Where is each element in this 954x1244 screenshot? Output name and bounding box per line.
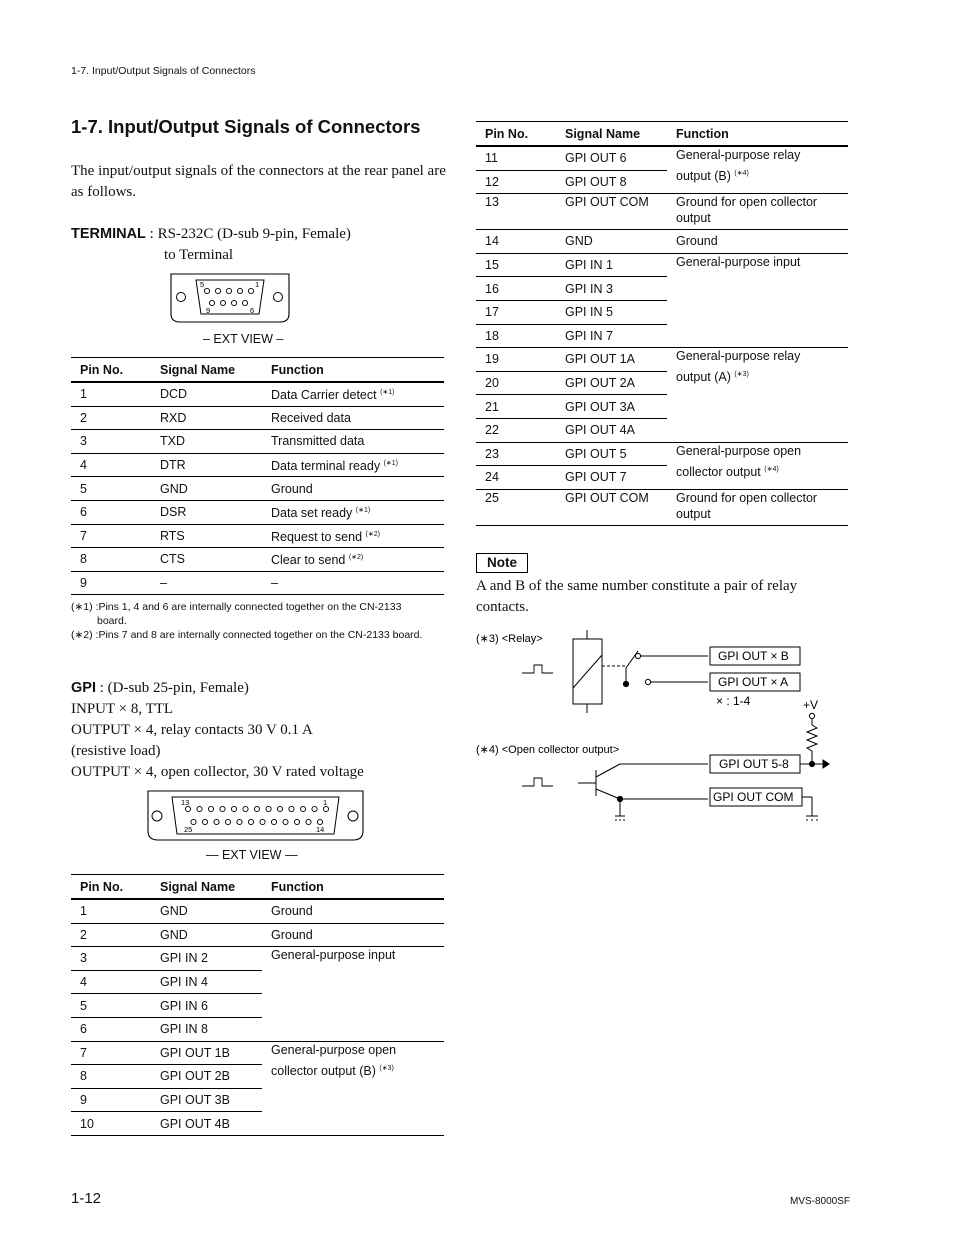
header-function: Function (667, 122, 848, 147)
function-cell (262, 500, 444, 524)
signal-cell: GPI OUT 1A (556, 348, 667, 372)
function-line: collector output (676, 464, 761, 479)
table-row (476, 442, 848, 466)
table-row (71, 571, 444, 595)
pin-cell: 3 (71, 430, 151, 454)
footnote-1-line-1: (∗1) :Pins 1, 4 and 6 are internally connected together on the CN-2133 (71, 601, 402, 613)
pin-hole (248, 819, 253, 824)
signal-cell: GPI OUT 3A (556, 395, 667, 419)
terminal-pin-table (71, 357, 444, 595)
pin-hole (323, 806, 328, 811)
dsub9-connector-drawing (168, 270, 292, 326)
pin-cell: 1 (71, 382, 151, 406)
circuit-diagrams (470, 628, 850, 828)
gpi-name: GPI (71, 680, 96, 696)
signal-cell: GPI OUT COM (556, 489, 667, 525)
pin-hole (277, 806, 282, 811)
pin-hole (243, 806, 248, 811)
relay-coil-symbol (573, 630, 602, 713)
table-row (71, 382, 444, 406)
pin-hole (260, 819, 265, 824)
note-label: Note (476, 553, 528, 573)
pin-cell: 11 (476, 146, 556, 170)
function-cell (262, 477, 444, 501)
pin-cell: 12 (476, 170, 556, 194)
function-cell (667, 146, 848, 194)
table-row (476, 253, 848, 277)
header-pin-no: Pin No. (476, 122, 556, 147)
signal-cell: GPI IN 3 (556, 277, 667, 301)
pin-hole (208, 806, 213, 811)
footnote-ref: (∗4) (764, 465, 779, 473)
function-text: Data terminal ready (271, 459, 381, 474)
terminal-spec-text: : RS-232C (D-sub 9-pin, Female) (145, 226, 351, 242)
pulse-symbol (522, 778, 553, 786)
function-line: output (B) (676, 169, 731, 183)
pin-cell: 9 (71, 1088, 151, 1112)
pin-cell: 13 (476, 194, 556, 230)
dsub25-view-label: — EXT VIEW — (206, 848, 298, 862)
function-text: – (271, 576, 278, 591)
header-signal-name: Signal Name (556, 122, 667, 147)
function-cell: Ground (262, 923, 444, 947)
pin-cell: 5 (71, 994, 151, 1018)
pin-cell: 7 (71, 1041, 151, 1065)
function-line: collector output (B) (271, 1063, 376, 1078)
pin-cell: 19 (476, 348, 556, 372)
function-cell (262, 524, 444, 548)
function-line: General-purpose relay (676, 148, 801, 162)
function-line: output (A) (676, 370, 731, 385)
function-line: Ground for open collector (676, 195, 818, 210)
pin-hole (317, 819, 322, 824)
function-cell (262, 571, 444, 595)
signal-cell: GPI OUT 6 (556, 146, 667, 170)
function-cell (262, 453, 444, 477)
pin-hole (197, 806, 202, 811)
pin-hole (231, 806, 236, 811)
gpi-spec-line-4: OUTPUT × 4, open collector, 30 V rated voltage (71, 764, 364, 780)
pin-cell: 1 (71, 899, 151, 923)
signal-cell: RTS (151, 524, 262, 548)
gpi-spec-line-1: INPUT × 8, TTL (71, 701, 174, 717)
pin-hole (306, 819, 311, 824)
transistor-symbol (578, 764, 708, 821)
pin-cell: 25 (476, 489, 556, 525)
pin-cell: 2 (71, 406, 151, 430)
signal-cell: DCD (151, 382, 262, 406)
signal-cell: GPI IN 8 (151, 1017, 262, 1041)
header-function: Function (262, 358, 444, 383)
pin-hole (214, 819, 219, 824)
dsub25-connector-drawing (145, 788, 367, 844)
pin-cell: 5 (71, 477, 151, 501)
function-cell (667, 442, 848, 489)
pin-cell: 8 (71, 548, 151, 572)
function-cell (667, 348, 848, 442)
table-row (476, 194, 848, 230)
table-row (71, 548, 444, 572)
signal-cell: GPI IN 4 (151, 970, 262, 994)
function-cell (667, 489, 848, 525)
pin-hole (237, 819, 242, 824)
header-signal-name: Signal Name (151, 875, 262, 900)
function-text: Data set ready (271, 506, 353, 521)
relay-contact-symbol (602, 651, 708, 687)
function-cell (262, 1041, 444, 1135)
gpi-out-5-8-label: GPI OUT 5-8 (719, 757, 789, 771)
pin-cell: 23 (476, 442, 556, 466)
signal-cell: GPI IN 7 (556, 324, 667, 348)
relay-diagram-label: (∗3) <Relay> (476, 633, 543, 645)
function-text: Ground (271, 481, 313, 496)
function-text: Received data (271, 410, 351, 425)
pin-hole (271, 819, 276, 824)
table-row (71, 899, 444, 923)
dsub9-pin-1: 1 (255, 280, 260, 289)
table-row (71, 430, 444, 454)
pin-cell: 16 (476, 277, 556, 301)
dsub25-pin-13: 13 (181, 798, 190, 807)
pin-cell: 15 (476, 253, 556, 277)
signal-cell: GPI IN 1 (556, 253, 667, 277)
pin-cell: 7 (71, 524, 151, 548)
function-text: Clear to send (271, 553, 346, 568)
table-row (71, 477, 444, 501)
pin-cell: 10 (71, 1112, 151, 1136)
header-function: Function (262, 875, 444, 900)
dsub9-pin-5: 5 (200, 280, 205, 289)
gpi-out-a-label: GPI OUT × A (718, 675, 789, 689)
signal-cell: GPI OUT 4B (151, 1112, 262, 1136)
table-row (476, 230, 848, 254)
pin-cell: 6 (71, 1017, 151, 1041)
signal-cell: GPI OUT 2B (151, 1065, 262, 1089)
pin-hole (283, 819, 288, 824)
pin-hole (202, 819, 207, 824)
dsub25-pin-14: 14 (316, 825, 325, 834)
signal-cell: CTS (151, 548, 262, 572)
signal-cell: GPI OUT 4A (556, 418, 667, 442)
pin-cell: 8 (71, 1065, 151, 1089)
table-row (71, 923, 444, 947)
signal-cell: GPI IN 2 (151, 947, 262, 971)
resistor-symbol (807, 713, 817, 764)
gpi-pin-table-left (71, 874, 444, 1136)
pin-cell: 14 (476, 230, 556, 254)
table-row (476, 146, 848, 170)
pin-hole (254, 806, 259, 811)
signal-cell: DTR (151, 453, 262, 477)
function-cell: General-purpose input (262, 947, 444, 1041)
dsub9-view-label: – EXT VIEW – (203, 332, 284, 346)
intro-paragraph: The input/output signals of the connectors at the rear panel are as follows. (71, 163, 446, 200)
section-title: 1-7. Input/Output Signals of Connectors (71, 116, 421, 137)
signal-cell: GPI IN 5 (556, 300, 667, 324)
footnote-ref: (∗1) (355, 507, 371, 515)
signal-cell: GPI IN 6 (151, 994, 262, 1018)
model-name: MVS-8000SF (790, 1196, 851, 1207)
table-row (71, 500, 444, 524)
signal-cell: GND (556, 230, 667, 254)
footnote-2: (∗2) :Pins 7 and 8 are internally connected together on the CN-2133 board. (71, 629, 423, 641)
function-line: output (676, 506, 711, 521)
function-line: output (676, 211, 711, 226)
pin-cell: 17 (476, 300, 556, 324)
footnote-ref: (∗3) (379, 1064, 394, 1072)
pin-cell: 6 (71, 500, 151, 524)
pin-cell: 24 (476, 466, 556, 490)
signal-cell: GPI OUT 1B (151, 1041, 262, 1065)
signal-cell: GND (151, 923, 262, 947)
function-line: General-purpose open (676, 443, 802, 458)
function-line: General-purpose open (271, 1042, 397, 1057)
signal-cell: – (151, 571, 262, 595)
header-pin-no: Pin No. (71, 358, 151, 383)
function-cell: Ground (262, 899, 444, 923)
pin-hole (289, 806, 294, 811)
gpi-out-com-label: GPI OUT COM (713, 790, 794, 804)
pin-cell: 20 (476, 371, 556, 395)
pin-cell: 18 (476, 324, 556, 348)
table-row (71, 406, 444, 430)
signal-cell: GPI OUT 5 (556, 442, 667, 466)
gpi-out-b-label: GPI OUT × B (718, 649, 789, 663)
table-row (71, 524, 444, 548)
pin-cell: 22 (476, 418, 556, 442)
terminal-name: TERMINAL (71, 226, 146, 242)
output-arrow (800, 760, 829, 768)
gpi-spec-text: : (D-sub 25-pin, Female) (95, 680, 249, 696)
dsub9-pin-6: 6 (250, 306, 255, 315)
signal-cell: GPI OUT COM (556, 194, 667, 230)
note-text: A and B of the same number constitute a pair of relay contacts. (476, 578, 798, 615)
footnote-1-line-2: board. (97, 615, 127, 627)
pin-hole (294, 819, 299, 824)
pin-hole (266, 806, 271, 811)
gpi-pin-table-right (476, 121, 848, 526)
function-cell (262, 382, 444, 406)
footnote-ref: (∗4) (734, 170, 749, 177)
terminal-spec-2: to Terminal (164, 247, 234, 263)
ground-symbol (802, 797, 818, 821)
dsub9-pin-9: 9 (206, 306, 211, 315)
function-text: Transmitted data (271, 434, 365, 449)
footnote-ref: (∗3) (734, 371, 749, 379)
footnote-ref: (∗1) (380, 389, 395, 397)
table-row (71, 1041, 444, 1065)
function-cell (262, 430, 444, 454)
table-row (476, 489, 848, 525)
terminal-spec (71, 226, 351, 243)
pin-cell: 2 (71, 923, 151, 947)
pin-hole (185, 806, 190, 811)
footnote-ref: (∗2) (365, 530, 380, 538)
function-line: Ground for open collector (676, 490, 818, 505)
signal-cell: DSR (151, 500, 262, 524)
dsub25-pin-1: 1 (323, 798, 328, 807)
dsub25-pin-25: 25 (184, 825, 193, 834)
gpi-spec-line-3: (resistive load) (71, 743, 161, 759)
table-row (476, 348, 848, 372)
header-pin-no: Pin No. (71, 875, 151, 900)
pin-cell: 4 (71, 453, 151, 477)
table-row (71, 453, 444, 477)
pin-hole (191, 819, 196, 824)
signal-cell: RXD (151, 406, 262, 430)
pin-hole (312, 806, 317, 811)
pulse-symbol (522, 665, 553, 673)
pin-hole (300, 806, 305, 811)
running-header: 1-7. Input/Output Signals of Connectors (71, 65, 256, 77)
function-text: Data Carrier detect (271, 388, 377, 403)
pin-cell: 9 (71, 571, 151, 595)
function-cell: Ground (667, 230, 848, 254)
signal-cell: GND (151, 899, 262, 923)
function-cell (262, 406, 444, 430)
signal-cell: GPI OUT 8 (556, 170, 667, 194)
gpi-spec (71, 680, 249, 697)
function-cell: General-purpose input (667, 253, 848, 347)
open-collector-label: (∗4) <Open collector output> (476, 744, 620, 756)
signal-cell: GPI OUT 7 (556, 466, 667, 490)
pin-hole (220, 806, 225, 811)
plus-v-label: +V (803, 698, 819, 712)
signal-cell: GPI OUT 2A (556, 371, 667, 395)
pin-hole (225, 819, 230, 824)
function-line: General-purpose relay (676, 349, 801, 364)
signal-cell: GPI OUT 3B (151, 1088, 262, 1112)
table-row (71, 947, 444, 971)
function-cell (262, 548, 444, 572)
function-text: Request to send (271, 529, 363, 544)
footnote-1 (71, 600, 401, 628)
header-signal-name: Signal Name (151, 358, 262, 383)
function-cell (667, 194, 848, 230)
pin-cell: 21 (476, 395, 556, 419)
footnote-ref: (∗1) (383, 460, 398, 468)
page-number: 1-12 (71, 1190, 102, 1207)
footnote-ref: (∗2) (348, 554, 364, 562)
pin-cell: 3 (71, 947, 151, 971)
signal-cell: GND (151, 477, 262, 501)
gpi-spec-line-2: OUTPUT × 4, relay contacts 30 V 0.1 A (71, 722, 313, 738)
signal-cell: TXD (151, 430, 262, 454)
range-label: × : 1-4 (716, 694, 751, 708)
pin-cell: 4 (71, 970, 151, 994)
